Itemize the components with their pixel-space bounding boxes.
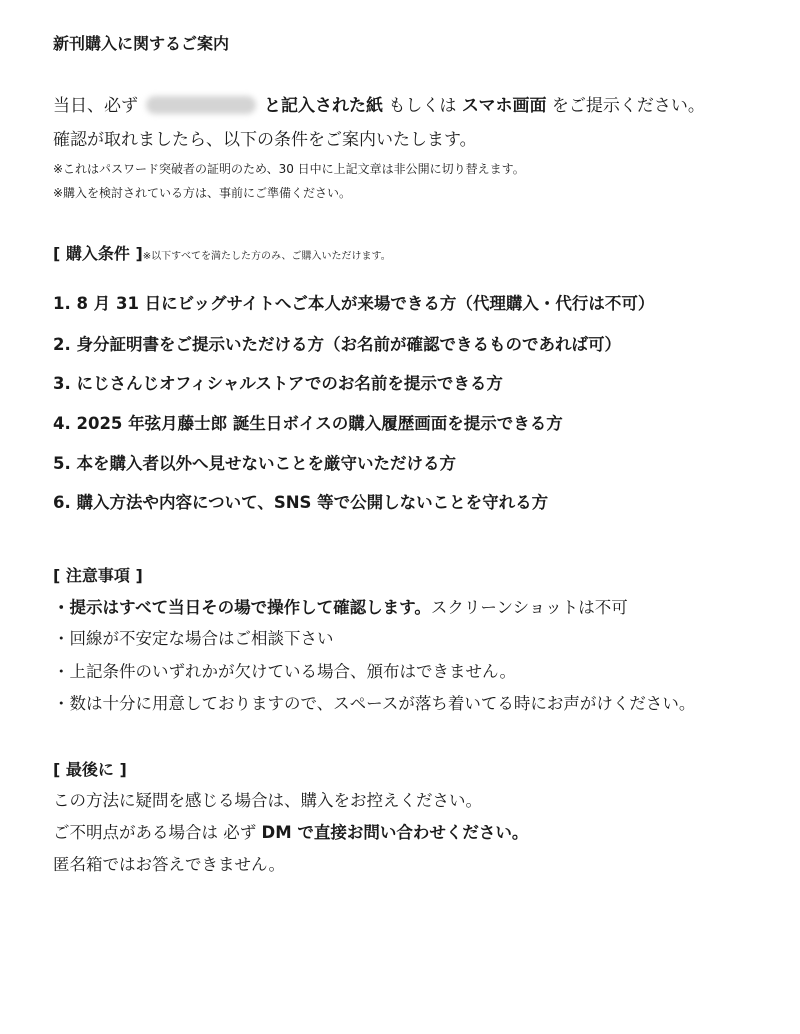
condition-item-2: 2. 身分証明書をご提示いただける方（お名前が確認できるものであれば可） bbox=[53, 335, 621, 354]
final-line-2-b: DM で直接お問い合わせください。 bbox=[261, 823, 529, 842]
caution-item-1-normal: スクリーンショットは不可 bbox=[430, 598, 628, 617]
condition-item-4: 4. 2025 年弦月藤士郎 誕生日ボイスの購入履歴画面を提示できる方 bbox=[53, 414, 563, 433]
conditions-heading bbox=[53, 244, 391, 263]
page-title: 新刊購入に関するご案内 bbox=[53, 34, 230, 53]
condition-item-3: 3. にじさんじオフィシャルストアでのお名前を提示できる方 bbox=[53, 374, 503, 393]
final-heading: [ 最後に ] bbox=[53, 760, 127, 779]
caution-item-3: ・上記条件のいずれかが欠けている場合、頒布はできません。 bbox=[53, 662, 516, 681]
condition-item-1: 1. 8 月 31 日にビッグサイトへご本人が来場できる方（代理購入・代行は不可） bbox=[53, 294, 655, 313]
intro-text-c: もしくは bbox=[388, 96, 457, 116]
final-line-2-a: ご不明点がある場合は 必ず bbox=[53, 823, 257, 842]
intro-text-b: と記入された紙 bbox=[264, 96, 383, 116]
caution-heading: [ 注意事項 ] bbox=[53, 566, 143, 585]
caution-item-2: ・回線が不安定な場合はご相談下さい bbox=[53, 629, 334, 648]
intro-text-e: をご提示ください。 bbox=[551, 96, 705, 116]
conditions-heading-text: [ 購入条件 ] bbox=[53, 244, 143, 263]
intro-text-d: スマホ画面 bbox=[461, 96, 547, 116]
intro-note-2: ※購入を検討されている方は、事前にご準備ください。 bbox=[53, 186, 352, 200]
conditions-heading-note: ※以下すべてを満たした方のみ、ご購入いただけます。 bbox=[142, 251, 391, 262]
intro-note-1: ※これはパスワード突破者の証明のため、30 日中に上記文章は非公開に切り替えます。 bbox=[53, 162, 525, 176]
caution-item-1 bbox=[53, 598, 628, 618]
intro-text-a: 当日、必ず bbox=[53, 96, 138, 116]
caution-item-4: ・数は十分に用意しておりますので、スペースが落ち着いてる時にお声がけください。 bbox=[53, 694, 696, 713]
intro-line-2: 確認が取れましたら、以下の条件をご案内いたします。 bbox=[53, 130, 477, 150]
condition-item-6: 6. 購入方法や内容について、SNS 等で公開しないことを守れる方 bbox=[53, 493, 549, 512]
final-line-2 bbox=[53, 823, 528, 843]
blurred-password bbox=[146, 96, 256, 114]
caution-item-1-bold: ・提示はすべて当日その場で操作して確認します。 bbox=[53, 598, 431, 617]
intro-line-1 bbox=[53, 96, 705, 116]
final-line-1: この方法に疑問を感じる場合は、購入をお控えください。 bbox=[53, 791, 482, 810]
final-line-3: 匿名箱ではお答えできません。 bbox=[53, 855, 285, 874]
condition-item-5: 5. 本を購入者以外へ見せないことを厳守いただける方 bbox=[53, 454, 456, 473]
